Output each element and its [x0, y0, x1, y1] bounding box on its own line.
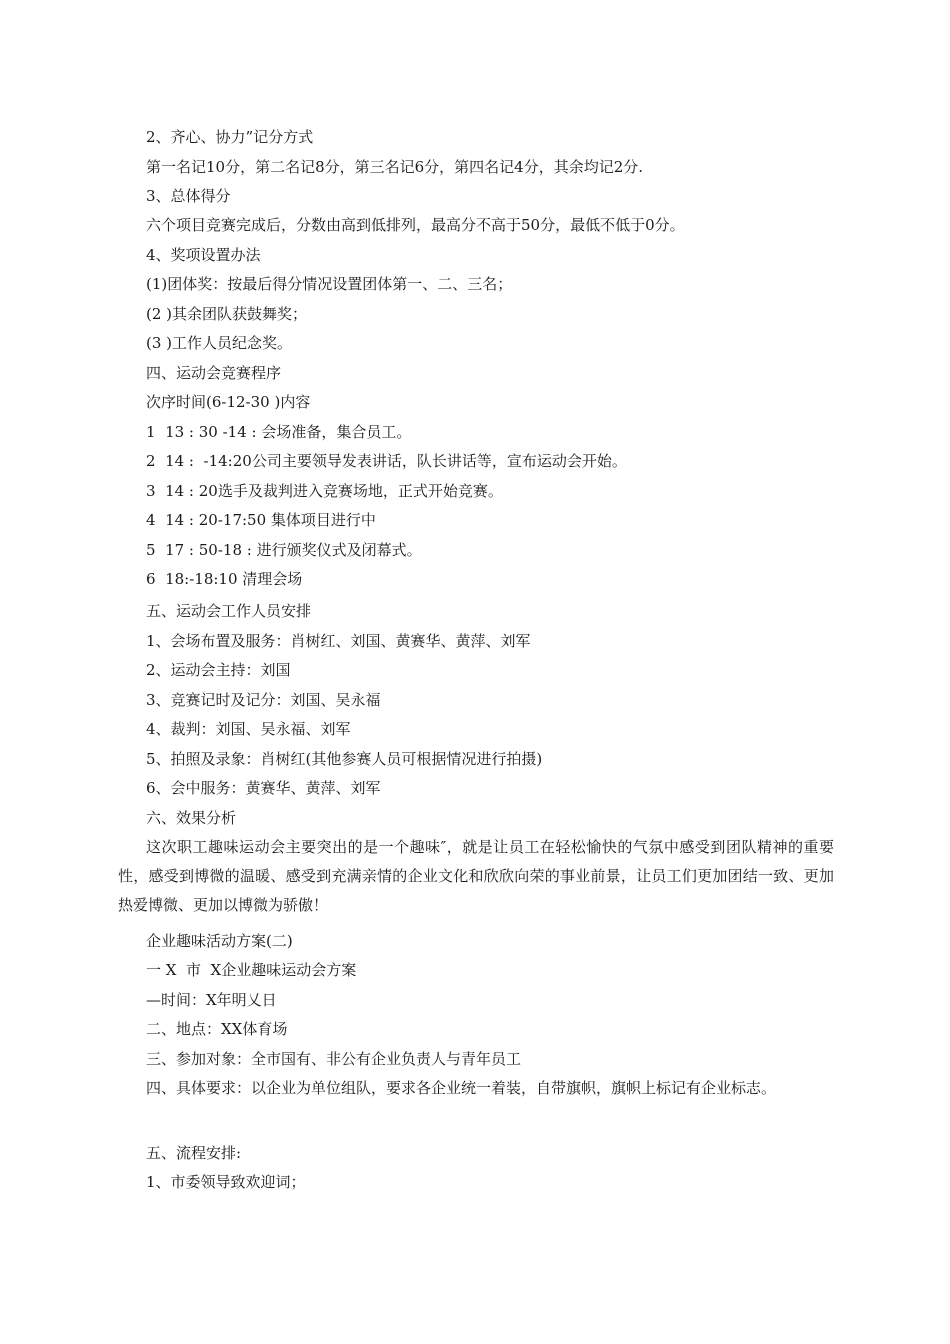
requirements-paragraph: 四、具体要求：以企业为单位组队，要求各企业统一着装，自带旗帜，旗帜上标记有企业标志。	[146, 1079, 777, 1097]
text-line: 一 X 市 X企业趣味运动会方案	[146, 961, 357, 979]
text-line: 4、裁判：刘国、吴永福、刘军	[146, 720, 351, 738]
text-line: —时间：X年明乂日	[146, 991, 277, 1009]
text-line: 次序时间(6-12-30 )内容	[146, 393, 311, 411]
text-line: (3 )工作人员纪念奖。	[146, 334, 293, 352]
schedule-row: 1 13 : 30 -14 : 会场准备，集合员工。	[146, 423, 412, 441]
section-heading: 五、流程安排:	[146, 1144, 242, 1162]
schedule-row: 6 18:-18:10 清理会场	[146, 570, 303, 588]
text-line: 2、齐心、协力”记分方式	[146, 128, 314, 146]
text-line: 六个项目竞赛完成后，分数由高到低排列，最高分不高于50分，最低不低于0分。	[146, 216, 685, 234]
text-line: 6、会中服务：黄赛华、黄萍、刘军	[146, 779, 381, 797]
text-line: (1)团体奖：按最后得分情况设置团体第一、二、三名；	[146, 275, 513, 293]
effect-analysis-paragraph: 这次职工趣味运动会主要突出的是一个趣味″，就是让员工在轻松愉快的气氛中感受到团队精神的重要性，感受到博微的温暖、感受到充满亲情的企业文化和欣欣向荣的事业前景，让员工们更加团结一致、更加热爱博微、更加以博微为骄傲！	[118, 838, 834, 914]
text-line: 1、市委领导致欢迎词；	[146, 1173, 306, 1191]
text-line: 三、参加对象：全市国有、非公有企业负责人与青年员工	[146, 1050, 522, 1068]
text-line: 第一名记10分，第二名记8分，第三名记6分，第四名记4分，其余均记2分.	[146, 158, 644, 176]
text-line: 2、运动会主持：刘国	[146, 661, 291, 679]
text-line: (2 )其余团队获鼓舞奖；	[146, 305, 308, 323]
section-heading: 六、效果分析	[146, 809, 237, 827]
schedule-row: 2 14 : -14:20公司主要领导发表讲话，队长讲话等，宣布运动会开始。	[146, 452, 627, 470]
text-line: 1、会场布置及服务：肖树红、刘国、黄赛华、黄萍、刘军	[146, 632, 531, 650]
text-line: 3、总体得分	[146, 187, 231, 205]
schedule-row: 4 14 : 20-17:50 集体项目进行中	[146, 511, 376, 529]
section-heading: 五、运动会工作人员安排	[146, 602, 312, 620]
schedule-row: 3 14 : 20选手及裁判进入竞赛场地，正式开始竞赛。	[146, 482, 503, 500]
text-line: 二、地点：XX体育场	[146, 1020, 288, 1038]
document-subtitle: 企业趣味活动方案(二)	[146, 932, 293, 950]
schedule-row: 5 17 : 50-18 : 进行颁奖仪式及闭幕式。	[146, 541, 422, 559]
text-line: 3、竞赛记时及记分：刘国、吴永福	[146, 691, 381, 709]
section-heading: 四、运动会竞赛程序	[146, 364, 282, 382]
text-line: 5、拍照及录象：肖树红(其他参赛人员可根据情况进行拍摄)	[146, 750, 543, 768]
text-line: 4、奖项设置办法	[146, 246, 261, 264]
